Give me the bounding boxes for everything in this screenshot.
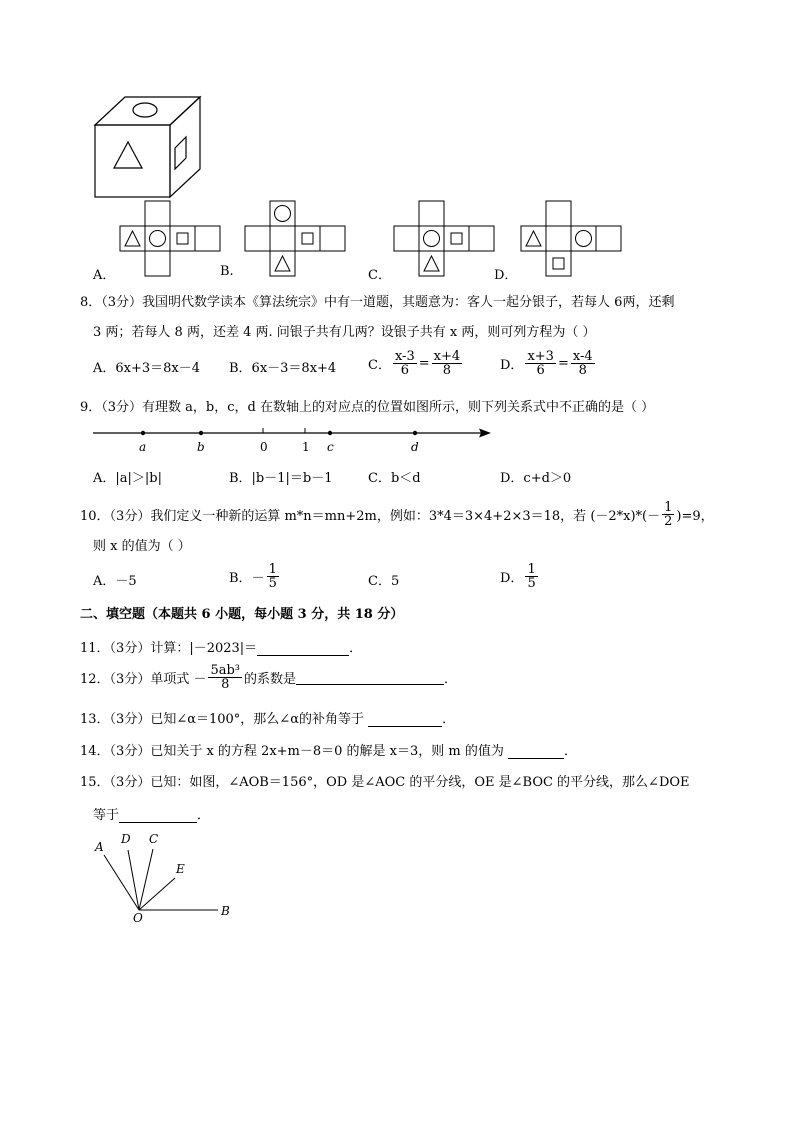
q10-option-b-label: B．－	[229, 571, 265, 586]
net-option-a	[118, 200, 222, 278]
q12-text: 12．（3分）单项式 －	[80, 672, 207, 687]
answer-blank[interactable]	[368, 712, 442, 727]
denominator: 5	[268, 576, 277, 591]
q14-text: 14．（3分）已知关于 x 的方程 2x+m－8＝0 的解是 x＝3，则 m 的值为	[80, 744, 508, 759]
answer-blank[interactable]	[119, 808, 197, 823]
answer-blank[interactable]	[508, 744, 564, 759]
numerator: 1	[268, 562, 277, 577]
axis-label-zero: 0	[260, 440, 268, 454]
q14-suffix: ．	[564, 744, 578, 759]
q8-option-d[interactable]: D． $\frac{x+3}{6}$ = $\frac{x-4}{8}$	[500, 349, 593, 378]
fraction	[525, 563, 537, 590]
q8-stem-line2: 3 两；若每人 8 两，还差 4 两. 问银子共有几两？设银子共有 x 两，则可列方程为（ ）	[93, 325, 596, 340]
q9-option-c[interactable]: C．b＜d	[368, 471, 421, 486]
q15-text: 等于	[93, 808, 120, 823]
q10-option-b[interactable]	[229, 563, 281, 590]
numerator: x-3	[394, 349, 415, 364]
q7-option-a-label[interactable]: A．	[93, 268, 116, 283]
net-option-b	[243, 200, 347, 278]
point-label-d: D	[121, 832, 131, 846]
numerator: 1	[527, 562, 536, 577]
numerator: 5ab³	[210, 663, 241, 678]
answer-blank[interactable]	[296, 670, 444, 685]
q10-stem	[80, 501, 714, 528]
denominator: 8	[442, 363, 452, 378]
denominator: 5	[527, 576, 536, 591]
q12-mid: 的系数是	[244, 672, 297, 687]
fraction	[267, 563, 279, 590]
q15-suffix: ．	[197, 808, 211, 823]
q8-option-a[interactable]: A．6x+3＝8x－4	[93, 361, 201, 376]
q14	[80, 740, 577, 759]
q8-option-d-label: D．	[500, 358, 524, 373]
q7-option-d-label[interactable]: D．	[494, 268, 518, 283]
point-label-a: A	[95, 840, 104, 854]
denominator: 6	[536, 363, 545, 378]
q12-suffix: ．	[444, 672, 458, 687]
q10-option-d-label: D．	[500, 571, 524, 586]
q8-stem-line1: 8．（3分）我国明代数学读本《算法统宗》中有一道题，其题意为：客人一起分银子，若每人 6两，还剩	[80, 295, 675, 310]
denominator: 6	[400, 363, 409, 378]
q15-stem-line2	[93, 804, 210, 823]
axis-label-a: a	[139, 440, 147, 454]
number-line	[93, 424, 493, 456]
numerator: x+4	[433, 349, 461, 364]
point-label-b: B	[221, 904, 230, 918]
q12	[80, 664, 457, 691]
q15-stem-line1: 15．（3分）已知：如图，∠AOB＝156°，OD 是∠AOC 的平分线，OE 是∠BOC 的平分线，那么∠DOE	[80, 775, 690, 790]
q9-option-a[interactable]: A．|a|＞|b|	[93, 471, 162, 486]
q10-stem-tail: )=9，	[676, 509, 714, 524]
fraction	[525, 350, 556, 377]
denominator: 8	[221, 677, 230, 692]
q10-stem-text: 10．（3分）我们定义一种新的运算 m*n＝mn+2m，例如：3*4＝3×4+2×3＝18，若 (－2*x)*(－	[80, 509, 661, 524]
denominator: 2	[664, 514, 673, 529]
q7-option-c-label[interactable]: C．	[368, 268, 391, 283]
q8-option-c[interactable]: C． $\frac{x-3}{6}$ = $\frac{x+4}{8}$	[368, 349, 461, 378]
section-heading: 二、填空题（本题共 6 小题，每小题 3 分，共 18 分）	[80, 607, 404, 622]
fraction	[393, 350, 417, 377]
axis-label-d: d	[411, 440, 419, 454]
net-option-c	[392, 200, 496, 278]
fraction	[662, 501, 674, 528]
fraction	[432, 350, 463, 377]
fraction	[208, 664, 242, 691]
numerator: 1	[664, 500, 673, 515]
q11-suffix: ．	[349, 641, 363, 656]
q9-stem: 9．（3分）有理数 a，b，c，d 在数轴上的对应点的位置如图所示，则下列关系式中不正确的是（ ）	[80, 400, 655, 415]
q10-option-c[interactable]: C．5	[368, 574, 400, 589]
axis-label-b: b	[197, 440, 205, 454]
cube-figure	[95, 95, 205, 200]
numerator: x+3	[527, 349, 554, 364]
numerator: x-4	[572, 349, 593, 364]
axis-label-one: 1	[302, 440, 310, 454]
q10-option-d[interactable]	[500, 563, 540, 590]
point-label-e: E	[176, 862, 185, 876]
q11-text: 11．（3分）计算：|－2023|＝	[80, 641, 258, 656]
point-label-o: O	[133, 911, 143, 925]
q11	[80, 637, 362, 656]
q13-suffix: ．	[442, 712, 456, 727]
q10-stem-line2: 则 x 的值为（ ）	[93, 539, 191, 554]
q9-option-b[interactable]: B．|b－1|＝b－1	[229, 471, 333, 486]
answer-blank[interactable]	[257, 641, 349, 656]
q10-option-a[interactable]: A．－5	[93, 574, 137, 589]
net-option-d	[519, 200, 623, 278]
denominator: 8	[578, 363, 587, 378]
point-label-c: C	[149, 832, 159, 846]
q8-option-c-label: C．	[368, 358, 391, 373]
q8-option-b[interactable]: B．6x－3＝8x+4	[229, 361, 337, 376]
q13	[80, 708, 455, 727]
q7-option-b-label[interactable]: B.	[220, 264, 234, 279]
q13-text: 13．（3分）已知∠α＝100°，那么∠α的补角等于	[80, 712, 369, 727]
axis-label-c: c	[327, 440, 334, 454]
fraction	[571, 350, 595, 377]
q9-option-d[interactable]: D．c+d＞0	[500, 471, 572, 486]
